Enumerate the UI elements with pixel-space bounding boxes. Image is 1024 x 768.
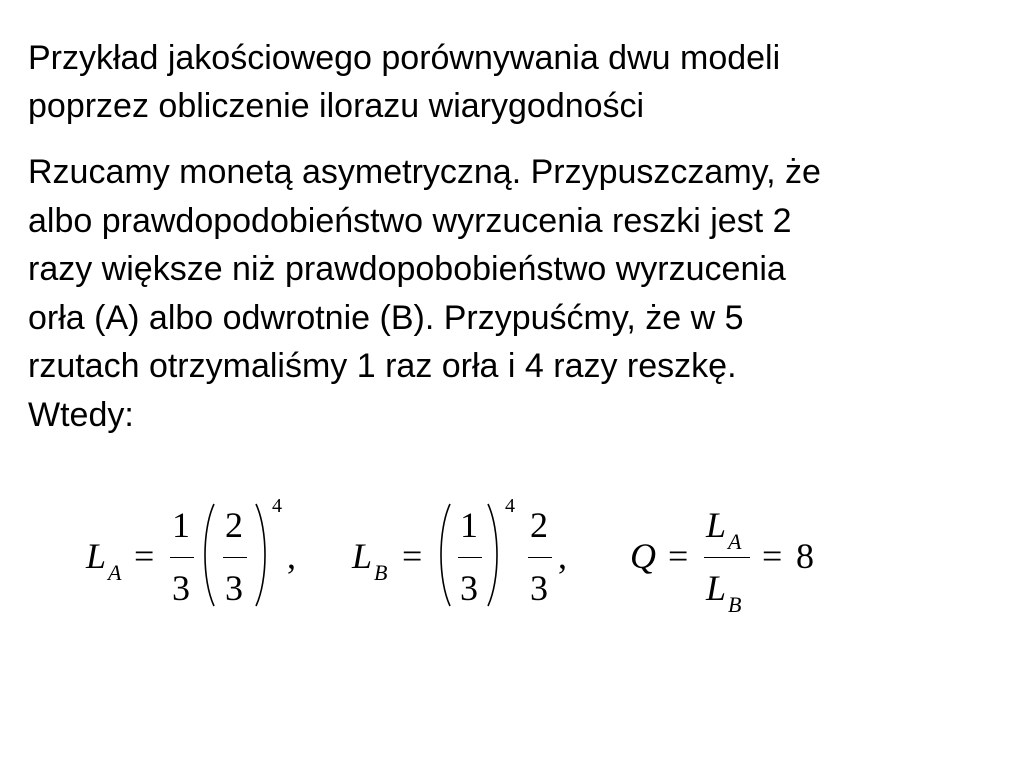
lb-sub: B [374, 560, 388, 585]
la-left-paren [200, 502, 216, 608]
title-line-1: Przykład jakościowego porównywania dwu modeli [28, 39, 781, 77]
lb-equals: = [402, 536, 423, 576]
q-num-sub: A [728, 529, 742, 554]
la-var: L [86, 536, 107, 576]
la-frac2-num: 2 [225, 505, 243, 545]
la-frac1-den: 3 [172, 568, 190, 608]
slide-title [28, 34, 988, 130]
la-frac1-num: 1 [172, 505, 190, 545]
la-frac2-bar [223, 557, 247, 558]
la-comma: , [287, 536, 296, 576]
q-den-var: L [706, 568, 727, 608]
la-frac1-bar [170, 557, 194, 558]
body-line-2: albo prawdopodobieństwo wyrzucenia reszki jest 2 [28, 201, 792, 240]
body-line-4: orła (A) albo odwrotnie (B). Przypuśćmy, że w 5 [28, 298, 744, 337]
q-num-var: L [706, 505, 727, 545]
q-frac-bar [704, 557, 750, 558]
lb-frac1-bar [458, 557, 482, 558]
lb-frac1-num: 1 [460, 505, 478, 545]
la-right-paren [254, 502, 270, 608]
lb-frac2-num: 2 [530, 505, 548, 545]
lb-var: L [352, 536, 373, 576]
slide-body [28, 148, 988, 439]
la-sub: A [108, 560, 122, 585]
lb-frac2-den: 3 [530, 568, 548, 608]
q-result: 8 [796, 536, 814, 576]
lb-frac2-bar [528, 557, 552, 558]
lb-comma: , [558, 536, 567, 576]
lb-left-paren [436, 502, 452, 608]
la-equals: = [134, 536, 155, 576]
lb-right-paren [486, 502, 502, 608]
q-var: Q [630, 536, 656, 576]
q-equals: = [668, 536, 689, 576]
lb-exponent: 4 [505, 495, 515, 517]
title-line-2: poprzez obliczenie ilorazu wiarygodności [28, 87, 645, 125]
body-line-3: razy większe niż prawdopobobieństwo wyrzucenia [28, 250, 786, 288]
lb-frac1-den: 3 [460, 568, 478, 608]
la-exponent: 4 [272, 495, 282, 517]
body-line-5: rzutach otrzymaliśmy 1 raz orła i 4 razy reszkę. [28, 347, 737, 385]
la-frac2-den: 3 [225, 568, 243, 608]
body-line-6: Wtedy: [28, 395, 134, 434]
q-den-sub: B [728, 592, 742, 617]
q-equals-2: = [762, 536, 783, 576]
body-line-1: Rzucamy monetą asymetryczną. Przypuszczamy, że [28, 153, 821, 191]
